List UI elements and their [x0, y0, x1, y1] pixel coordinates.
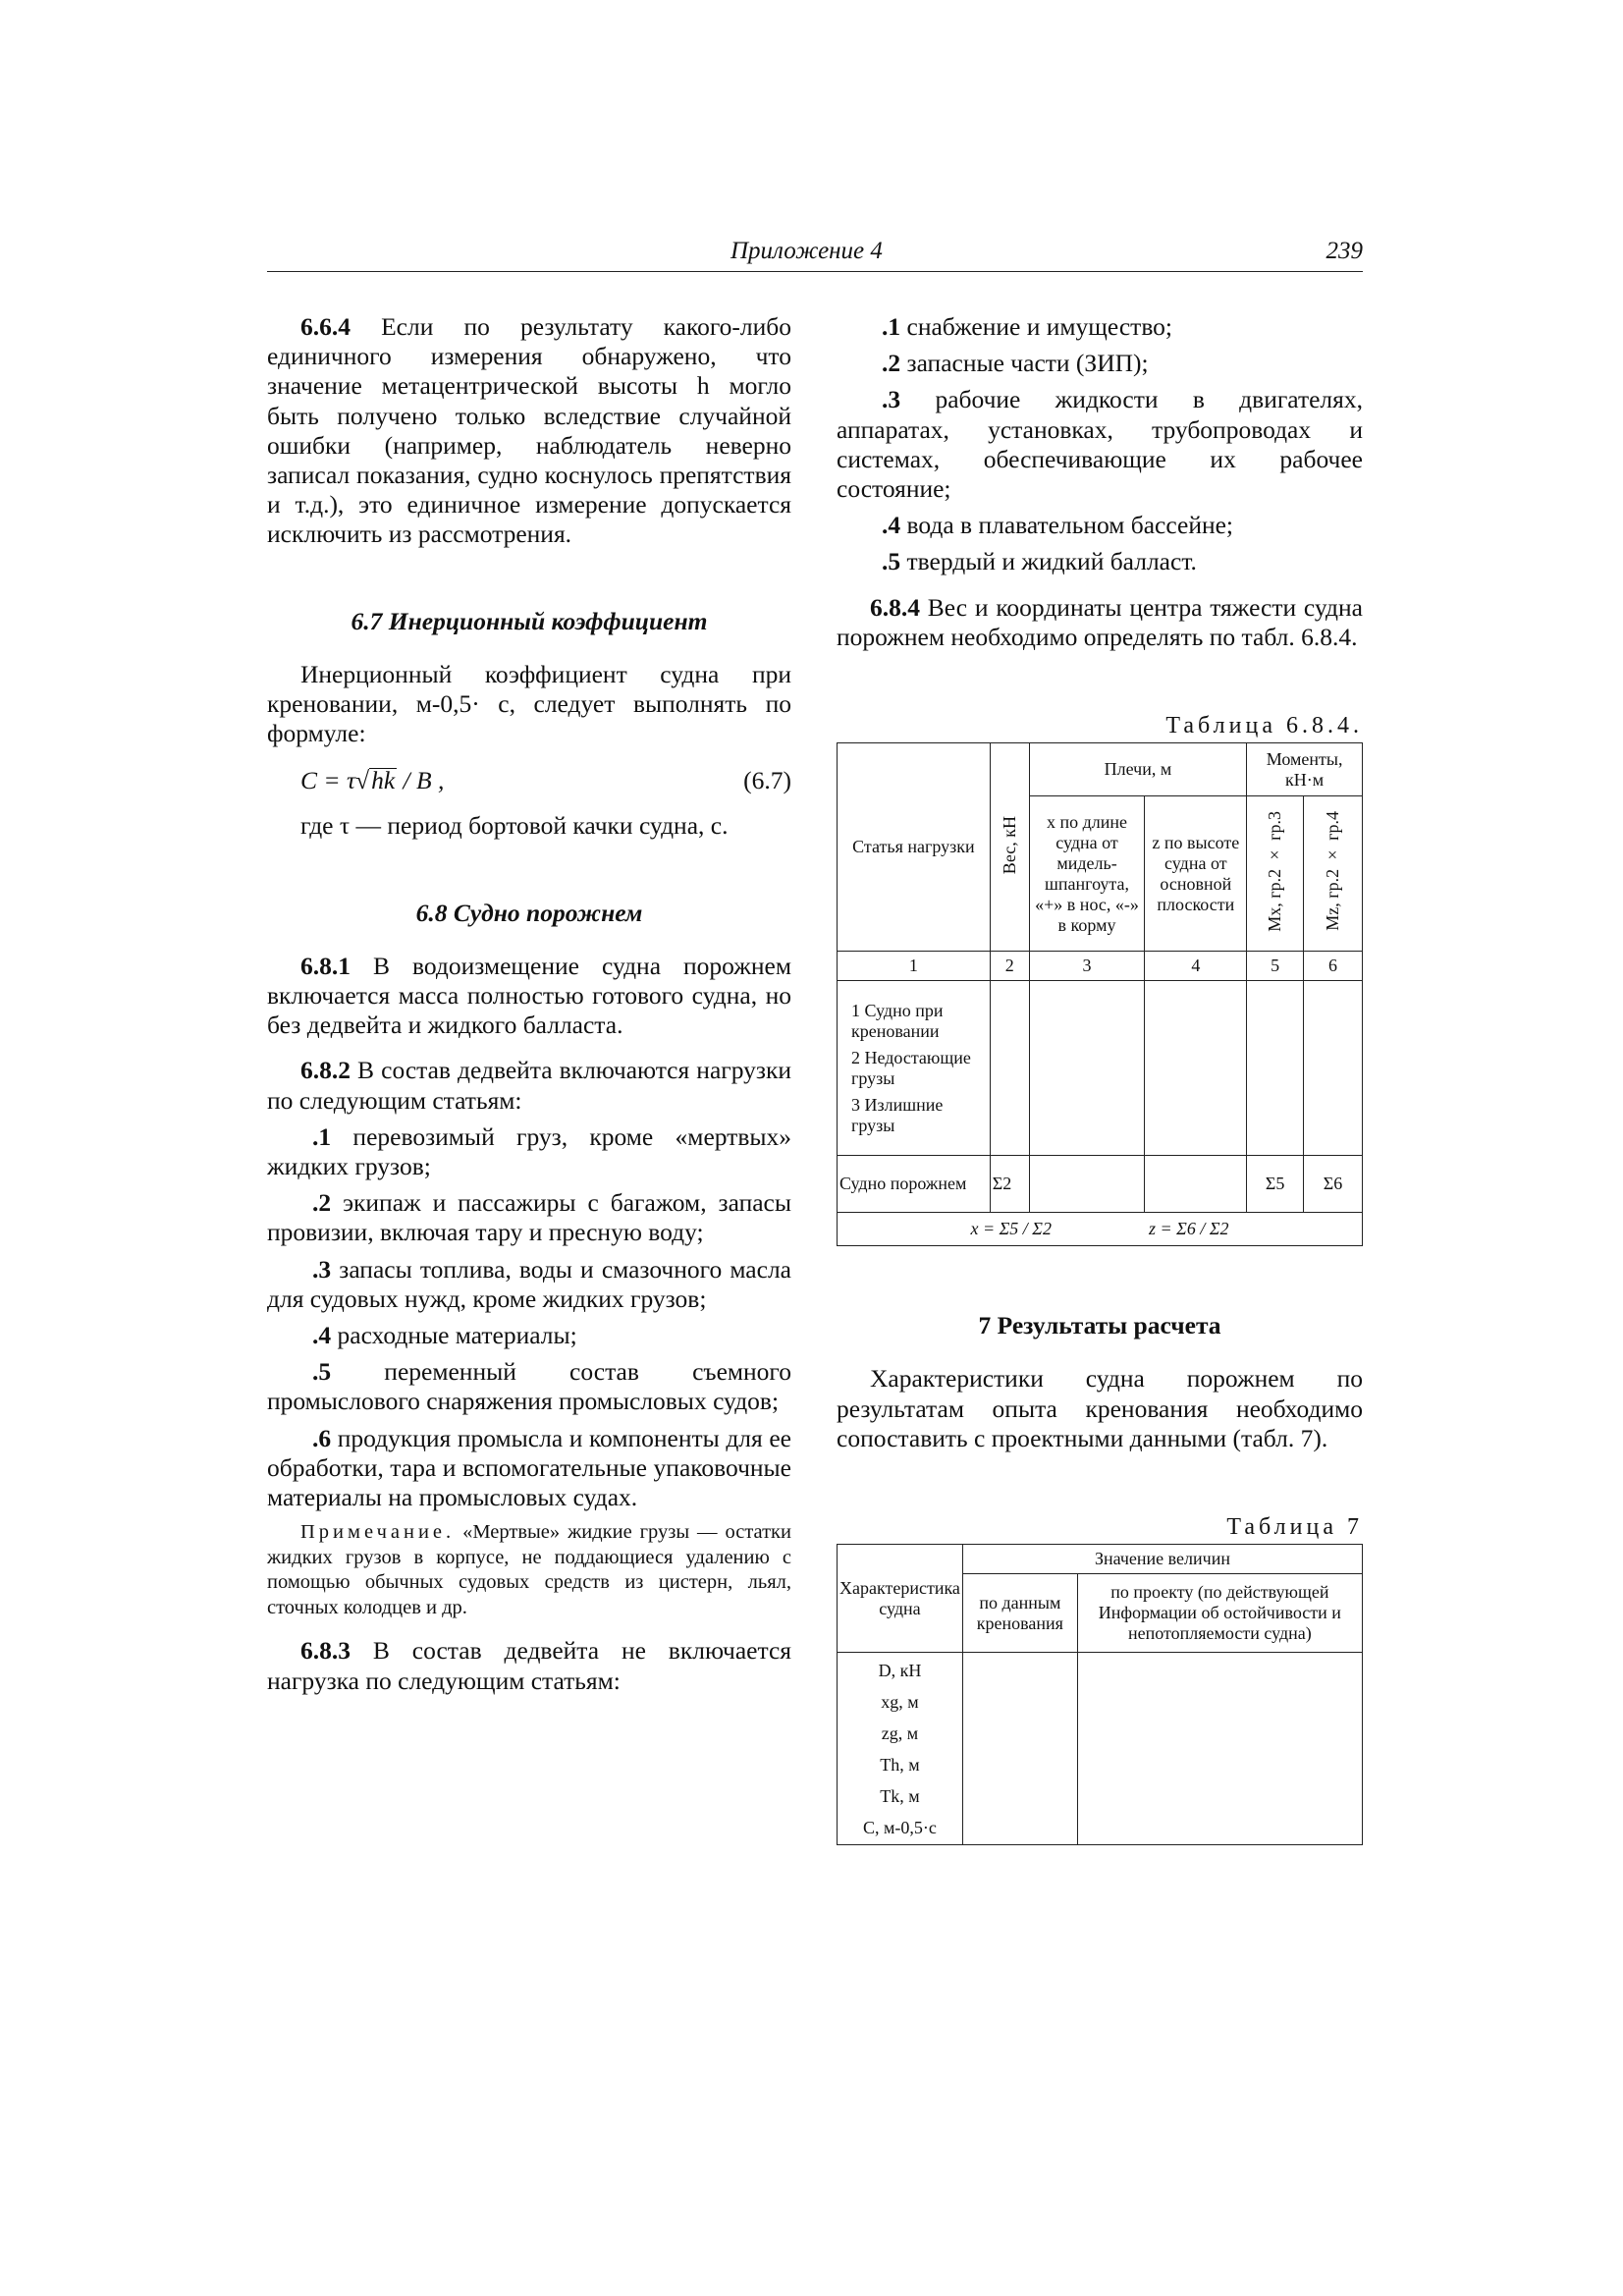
paragraph-6-7: Инерционный коэффициент судна при креновании, м-0,5· с, следует выполнять по формуле:	[267, 659, 791, 748]
paragraph-6-8-3: 6.8.3 В состав дедвейта не включается нагрузка по следующим статьям:	[267, 1636, 791, 1695]
th-z: z по высоте судна от основной плоскости	[1145, 796, 1247, 952]
list-item: .1 снабжение и имущество;	[882, 312, 1173, 341]
table-row-labels	[838, 1653, 963, 1845]
table-row-items	[838, 981, 991, 1156]
row-label: zg, м	[881, 1722, 919, 1743]
th-moments: Моменты, кН·м	[1247, 743, 1363, 796]
th-characteristic: Характеристика судна	[838, 1545, 963, 1653]
th-mz: Mz, гр.2 × гр.4	[1304, 796, 1363, 952]
col-num: 4	[1145, 952, 1247, 981]
paragraph-6-8-4: 6.8.4 Вес и координаты центра тяжести судна порожнем необходимо определять по табл. 6.8.4.	[837, 592, 1363, 651]
sigma-6: Σ6	[1304, 1156, 1363, 1213]
row-label: 1 Судно при креновании	[851, 1000, 944, 1041]
row-label: C, м-0,5·с	[863, 1817, 937, 1837]
list-item: .5 переменный состав съемного промыслового снаряжения промысловых судов;	[267, 1357, 791, 1416]
left-column	[267, 312, 791, 1696]
row-label: xg, м	[881, 1691, 919, 1712]
row-total-label: Судно порожнем	[838, 1156, 991, 1213]
table-6-8-4	[837, 742, 1363, 1246]
row-label: Th, м	[880, 1754, 920, 1775]
formula-number: (6.7)	[743, 766, 791, 795]
col-num: 5	[1247, 952, 1304, 981]
page-number: 239	[1325, 238, 1363, 264]
list-item: .3 рабочие жидкости в двигателях, аппаратах, установках, трубопроводах и системах, обеспечивающие их рабочее состояние;	[837, 385, 1363, 504]
col-num: 3	[1029, 952, 1145, 981]
th-x: x по длине судна от мидель-шпангоута, «+» в нос, «-» в корму	[1029, 796, 1145, 952]
table-caption-7: Таблица 7	[1226, 1514, 1363, 1541]
th-heeling-data: по данным кренования	[962, 1574, 1077, 1653]
paragraph-7: Характеристики судна порожнем по результатам опыта кренования необходимо сопоставить с проектными данными (табл. 7).	[837, 1364, 1363, 1452]
list-item: .3 запасы топлива, воды и смазочного масла для судовых нужд, кроме жидких грузов;	[267, 1254, 791, 1313]
table-formulas	[838, 1213, 1363, 1246]
formula-z: z = Σ6 / Σ2	[1148, 1219, 1229, 1239]
list-item: .2 экипаж и пассажиры с багажом, запасы провизии, включая тару и пресную воду;	[267, 1188, 791, 1247]
running-title: Приложение 4	[730, 238, 883, 264]
col-num: 2	[990, 952, 1029, 981]
paragraph-6-6-4: 6.6.4 Если по результату какого-либо единичного измерения обнаружено, что значение метацентрической высоты h могло быть получено только вследствие случайной ошибки (например, наблюдатель неверно записал показания, судно коснулось препятствия и т.д.), это единичное измерение допускается исключить из рассмотрения.	[267, 312, 791, 549]
th-weight: Вес, кН	[990, 743, 1029, 952]
th-item: Статья нагрузки	[838, 743, 991, 952]
row-label: D, кН	[878, 1660, 922, 1680]
heading-6-8: 6.8 Судно порожнем	[415, 898, 643, 927]
right-column	[837, 312, 1363, 1845]
row-label: 3 Излишние грузы	[851, 1094, 944, 1135]
formula-x: x = Σ5 / Σ2	[970, 1219, 1052, 1239]
list-item: .4 вода в плавательном бассейне;	[882, 511, 1234, 540]
formula-6-7: C = τ√hk / B , (6.7)	[300, 766, 791, 795]
table-caption-6-8-4: Таблица 6.8.4.	[1165, 713, 1363, 739]
paragraph-6-8-1: 6.8.1 В водоизмещение судна порожнем включается масса полностью готового судна, но без дедвейта и жидкого балласта.	[267, 951, 791, 1040]
list-item: .4 расходные материалы;	[312, 1321, 577, 1350]
table-7	[837, 1544, 1363, 1845]
th-mx: Mx, гр.2 × гр.3	[1247, 796, 1304, 952]
th-values: Значение величин	[962, 1545, 1362, 1574]
sigma-5: Σ5	[1247, 1156, 1304, 1213]
col-num: 1	[838, 952, 991, 981]
th-arms: Плечи, м	[1029, 743, 1247, 796]
list-item: .5 твердый и жидкий балласт.	[882, 547, 1197, 576]
note: Примечание. «Мертвые» жидкие грузы — остатки жидких грузов в корпусе, не поддающиеся удалению с помощью обычных судовых средств из цистерн, льял, сточных колодцев и др.	[267, 1521, 791, 1618]
col-num: 6	[1304, 952, 1363, 981]
row-label: 2 Недостающие грузы	[851, 1047, 971, 1088]
paragraph-6-8-2: 6.8.2 В состав дедвейта включаются нагрузки по следующим статьям:	[267, 1056, 791, 1115]
list-item: .1 перевозимый груз, кроме «мертвых» жидких грузов;	[267, 1121, 791, 1181]
row-label: Tk, м	[880, 1785, 920, 1806]
page-header	[267, 238, 1363, 272]
sigma-2: Σ2	[990, 1156, 1029, 1213]
heading-6-7: 6.7 Инерционный коэффициент	[351, 606, 708, 635]
list-item: .6 продукция промысла и компоненты для ее обработки, тара и вспомогательные упаковочные материалы на промысловых судах.	[267, 1423, 791, 1512]
list-item: .2 запасные части (ЗИП);	[882, 349, 1149, 378]
heading-7: 7 Результаты расчета	[978, 1311, 1221, 1340]
formula-where: где τ — период бортовой качки судна, с.	[300, 811, 729, 841]
th-project-data: по проекту (по действующей Информации об остойчивости и непотопляемости судна)	[1077, 1574, 1362, 1653]
